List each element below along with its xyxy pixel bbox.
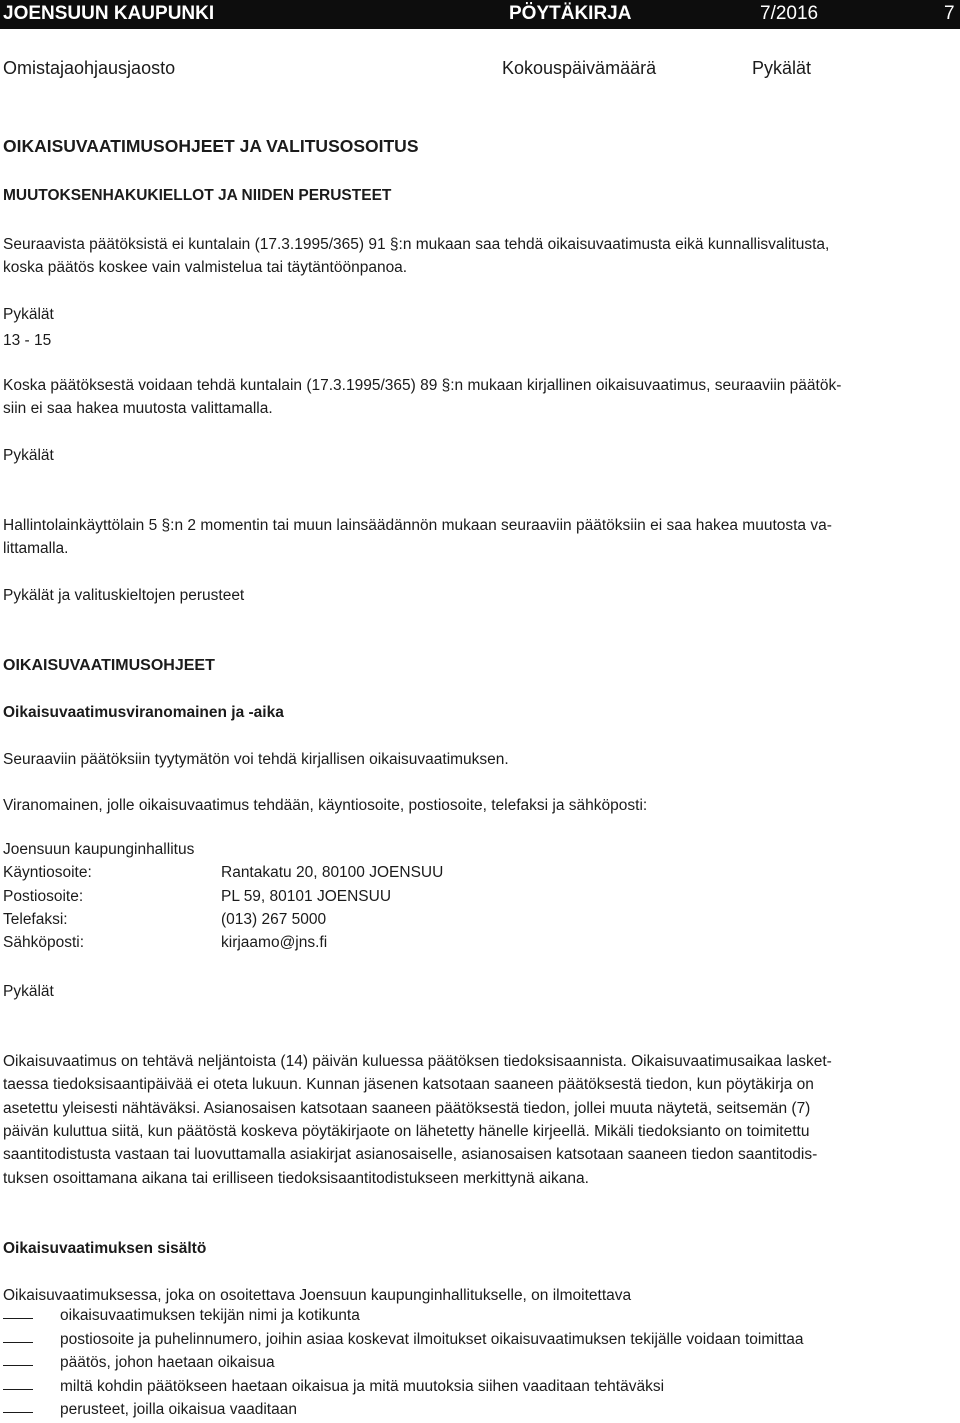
contents-heading: Oikaisuvaatimuksen sisältö bbox=[3, 1240, 207, 1257]
sections-label-2: Pykälät bbox=[3, 447, 54, 464]
fax-label: Telefaksi: bbox=[3, 911, 68, 928]
paragraph-line: Oikaisuvaatimuksessa, joka on osoitettava Joensuun kaupunginhallitukselle, on ilmoitettava bbox=[3, 1287, 632, 1304]
paragraph-line: Hallintolainkäyttölain 5 §:n 2 momentin tai muun lainsäädännön mukaan seuraaviin päätöksiin ei saa hakea muutosta va- bbox=[3, 517, 832, 534]
email-value: kirjaamo@jns.fi bbox=[221, 934, 328, 951]
list-item: postiosoite ja puhelinnumero, joihin asiaa koskevat ilmoitukset oikaisuvaatimuksen tekijälle voidaan toimittaa bbox=[60, 1331, 804, 1348]
sections-label-1: Pykälät bbox=[3, 306, 54, 323]
paragraph-line: taessa tiedoksisaantipäivää ei oteta lukuun. Kunnan jäsenen katsotaan saaneen päätöksestä tiedon, kun pöytäkirja on bbox=[3, 1076, 814, 1093]
header-band bbox=[0, 0, 960, 29]
paragraph-line: saantitodistusta vastaan tai luovuttamalla asiakirjat asianosaiselle, asianosaisen katsotaan saaneen tiedon saantitodis- bbox=[3, 1146, 818, 1163]
list-dash bbox=[3, 1412, 33, 1413]
paragraph-line: tuksen osoittamana aikana tai erilliseen tiedoksisaantitodistukseen merkittynä aikana. bbox=[3, 1170, 589, 1187]
paragraph-line: Oikaisuvaatimus on tehtävä neljäntoista (14) päivän kuluessa päätöksen tiedoksisaannista. Oikaisuvaatimusaikaa lasket- bbox=[3, 1053, 832, 1070]
postal-address-value: PL 59, 80101 JOENSUU bbox=[221, 888, 392, 905]
email-label: Sähköposti: bbox=[3, 934, 84, 951]
paragraph-line: Viranomainen, jolle oikaisuvaatimus tehdään, käyntiosoite, postiosoite, telefaksi ja sähköposti: bbox=[3, 797, 648, 814]
document-type: PÖYTÄKIRJA bbox=[509, 3, 632, 24]
paragraph-line: littamalla. bbox=[3, 540, 69, 557]
paragraph-line: koska päätös koskee vain valmistelua tai täytäntöönpanoa. bbox=[3, 259, 408, 276]
postal-address-label: Postiosoite: bbox=[3, 888, 84, 905]
document-title: OIKAISUVAATIMUSOHJEET JA VALITUSOSOITUS bbox=[3, 136, 419, 156]
appeal-restrictions-heading: MUUTOKSENHAKUKIELLOT JA NIIDEN PERUSTEET bbox=[3, 187, 392, 204]
visit-address-label: Käyntiosoite: bbox=[3, 864, 92, 881]
sections-label-3: Pykälät ja valituskieltojen perusteet bbox=[3, 587, 245, 604]
meeting-date-label: Kokouspäivämäärä bbox=[502, 58, 657, 78]
sections-label: Pykälät bbox=[752, 58, 812, 78]
paragraph-line: Seuraaviin päätöksiin tyytymätön voi tehdä kirjallisen oikaisuvaatimuksen. bbox=[3, 751, 509, 768]
city-name: JOENSUUN KAUPUNKI bbox=[3, 3, 215, 24]
list-item: miltä kohdin päätökseen haetaan oikaisua ja mitä muutoksia siihen vaaditaan tehtäväksi bbox=[60, 1378, 665, 1395]
list-dash bbox=[3, 1318, 33, 1319]
list-dash bbox=[3, 1389, 33, 1390]
list-dash bbox=[3, 1342, 33, 1343]
page-number: 7 bbox=[944, 3, 955, 24]
authority-heading: Oikaisuvaatimusviranomainen ja -aika bbox=[3, 704, 284, 721]
list-item: perusteet, joilla oikaisua vaaditaan bbox=[60, 1401, 297, 1418]
paragraph-line: Koska päätöksestä voidaan tehdä kuntalain (17.3.1995/365) 89 §:n mukaan kirjallinen oikaisuvaatimus, seuraaviin päätök- bbox=[3, 377, 842, 394]
section-range: 13 - 15 bbox=[3, 332, 52, 349]
authority-name: Joensuun kaupunginhallitus bbox=[3, 841, 195, 858]
list-item: päätös, johon haetaan oikaisua bbox=[60, 1354, 275, 1371]
correction-instructions-heading: OIKAISUVAATIMUSOHJEET bbox=[3, 657, 215, 674]
list-dash bbox=[3, 1365, 33, 1366]
fax-value: (013) 267 5000 bbox=[221, 911, 327, 928]
sections-label-4: Pykälät bbox=[3, 983, 54, 1000]
paragraph-line: asetettu yleisesti nähtäväksi. Asianosaisen katsotaan saaneen päätöksestä tiedon, jollei muuta näytetä, seitsemän (7) bbox=[3, 1100, 811, 1117]
paragraph-line: Seuraavista päätöksistä ei kuntalain (17.3.1995/365) 91 §:n mukaan saa tehdä oikaisuvaatimusta eikä kunnallisvalitusta, bbox=[3, 236, 830, 253]
document-number: 7/2016 bbox=[760, 3, 819, 24]
paragraph-line: päivän kuluttua siitä, kun päätöstä koskeva pöytäkirjaote on lähetetty hänelle kirjeellä. Mikäli tiedoksianto on toimitettu bbox=[3, 1123, 810, 1140]
body-name: Omistajaohjausjaosto bbox=[3, 58, 176, 78]
paragraph-line: siin ei saa hakea muutosta valittamalla. bbox=[3, 400, 273, 417]
list-item: oikaisuvaatimuksen tekijän nimi ja kotikunta bbox=[60, 1307, 360, 1324]
visit-address-value: Rantakatu 20, 80100 JOENSUU bbox=[221, 864, 444, 881]
